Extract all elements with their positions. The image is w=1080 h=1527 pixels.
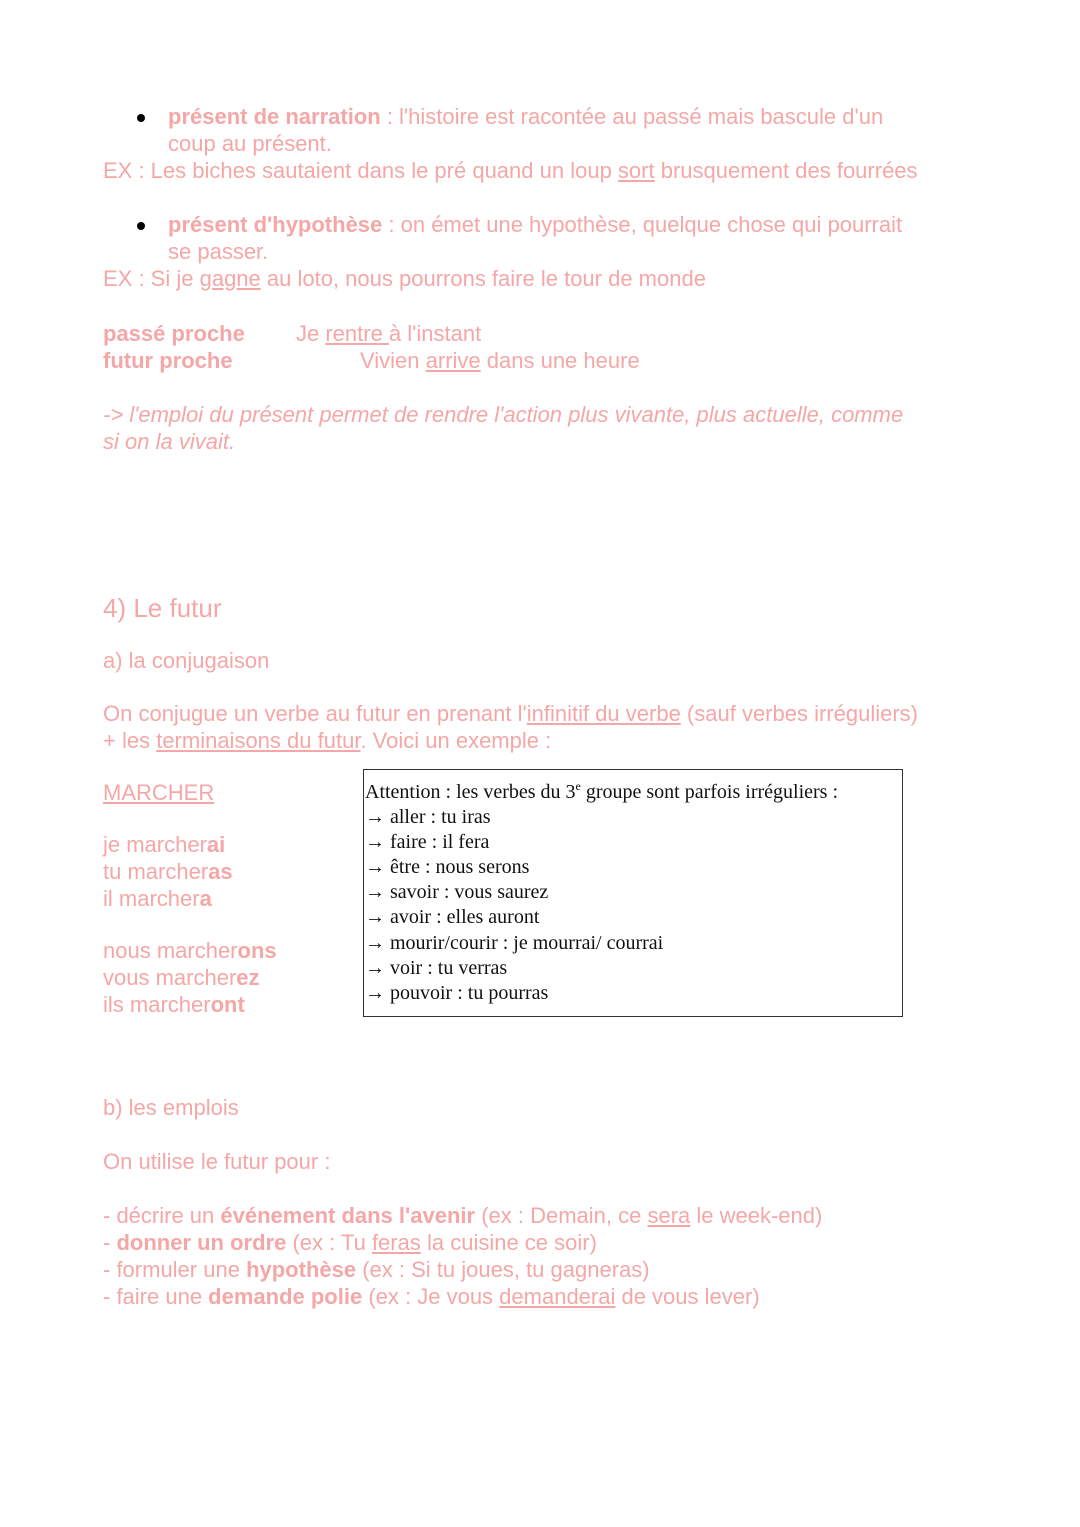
narration-ex-suffix: brusquement des fourrées — [654, 158, 918, 183]
use-mid: (ex : Tu — [286, 1230, 372, 1255]
use-item — [103, 1202, 822, 1229]
box-heading — [365, 780, 902, 805]
uses-intro: On utilise le futur pour : — [103, 1149, 331, 1174]
box-head-part1: Attention : les verbes du 3 — [365, 781, 576, 803]
bullet-icon — [137, 222, 145, 230]
conj-ending: as — [208, 859, 233, 884]
conclusion-line2: si on la vivait. — [103, 429, 236, 454]
box-head-sup: e — [575, 779, 581, 793]
subsection-conjugaison: a) la conjugaison — [103, 648, 270, 673]
conj-stem: il marcher — [103, 886, 200, 911]
conjugation-row — [103, 885, 212, 912]
intro-part4: . Voici un exemple : — [360, 728, 552, 753]
conj-ending: ons — [237, 938, 277, 963]
box-item: → être : nous serons — [365, 856, 530, 879]
section-title-futur: 4) Le futur — [103, 593, 222, 623]
conj-ending: a — [199, 886, 212, 911]
use-underlined: demanderai — [499, 1284, 616, 1309]
narration-ex-prefix: EX : Les biches sautaient dans le pré quand un loup — [103, 158, 618, 183]
futur-proche-ex-suffix: dans une heure — [480, 348, 640, 373]
narration-ex-verb: sort — [617, 158, 655, 183]
conj-stem: ils marcher — [103, 992, 211, 1017]
conj-ending: ont — [210, 992, 245, 1017]
use-bold: hypothèse — [246, 1257, 357, 1282]
hypothese-definition — [168, 211, 902, 238]
futur-proche-label: futur proche — [103, 348, 233, 373]
intro-part3: + les — [103, 728, 157, 753]
intro-part2: (sauf verbes irréguliers) — [680, 701, 918, 726]
use-pre: - formuler une — [103, 1257, 247, 1282]
conj-stem: nous marcher — [103, 938, 238, 963]
passe-proche-ex-prefix: Je — [296, 321, 326, 346]
futur-proche-ex-prefix: Vivien — [360, 348, 426, 373]
hypothese-ex-suffix: au loto, nous pourrons faire le tour de monde — [260, 266, 706, 291]
conj-ending: ai — [206, 832, 226, 857]
use-item — [103, 1283, 760, 1310]
passe-proche-example — [296, 320, 481, 347]
use-bold: donner un ordre — [116, 1230, 287, 1255]
intro-part1: On conjugue un verbe au futur en prenant l' — [103, 701, 527, 726]
verb-title: MARCHER — [103, 780, 215, 805]
conjugation-row — [103, 991, 245, 1018]
use-item — [103, 1229, 597, 1256]
use-mid: (ex : Si tu joues, tu gagneras) — [356, 1257, 650, 1282]
hypothese-def-line1: : on émet une hypothèse, quelque chose qui pourrait — [382, 212, 903, 237]
use-bold: événement dans l'avenir — [220, 1203, 476, 1228]
conjugation-row — [103, 937, 277, 964]
use-pre: - — [103, 1230, 117, 1255]
use-pre: - faire une — [103, 1284, 209, 1309]
passe-proche-ex-verb: rentre — [325, 321, 389, 346]
conjugation-row — [103, 964, 260, 991]
box-item: → mourir/courir : je mourrai/ courrai — [365, 931, 664, 954]
use-post: le week-end) — [690, 1203, 823, 1228]
conj-stem: vous marcher — [103, 965, 237, 990]
hypothese-example — [103, 265, 706, 292]
hypothese-ex-verb: gagne — [199, 266, 261, 291]
conj-stem: je marcher — [103, 832, 207, 857]
use-underlined: feras — [371, 1230, 421, 1255]
use-bold: demande polie — [208, 1284, 363, 1309]
box-head-part2: groupe sont parfois irréguliers : — [580, 781, 839, 803]
use-pre: - décrire un — [103, 1203, 221, 1228]
conj-ending: ez — [236, 965, 260, 990]
intro-infinitif: infinitif du verbe — [526, 701, 681, 726]
futur-intro-line2 — [103, 727, 551, 754]
box-item: → avoir : elles auront — [365, 906, 540, 929]
box-item: → faire : il fera — [365, 831, 490, 854]
use-mid: (ex : Je vous — [362, 1284, 500, 1309]
box-item: → pouvoir : tu pourras — [365, 981, 549, 1004]
use-post: de vous lever) — [615, 1284, 760, 1309]
narration-term: présent de narration — [168, 104, 381, 129]
futur-intro-line1 — [103, 700, 918, 727]
hypothese-def-line2: se passer. — [168, 239, 269, 264]
passe-proche-label: passé proche — [103, 321, 245, 346]
conjugation-row — [103, 831, 225, 858]
use-mid: (ex : Demain, ce — [475, 1203, 648, 1228]
box-item: → voir : tu verras — [365, 956, 508, 979]
intro-terminaisons: terminaisons du futur — [156, 728, 361, 753]
subsection-emplois: b) les emplois — [103, 1095, 239, 1120]
conj-stem: tu marcher — [103, 859, 209, 884]
narration-example — [103, 157, 918, 184]
box-item: → aller : tu iras — [365, 806, 491, 829]
narration-def-line2: coup au présent. — [168, 131, 332, 156]
passe-proche-ex-suffix: à l'instant — [388, 321, 482, 346]
hypothese-term: présent d'hypothèse — [168, 212, 383, 237]
use-item — [103, 1256, 650, 1283]
use-underlined: sera — [647, 1203, 691, 1228]
conjugation-row — [103, 858, 233, 885]
futur-proche-ex-verb: arrive — [425, 348, 481, 373]
narration-def-line1: : l'histoire est racontée au passé mais bascule d'un — [380, 104, 884, 129]
irregular-verbs-box — [363, 769, 903, 1017]
box-item: → savoir : vous saurez — [365, 881, 549, 904]
narration-definition — [168, 103, 883, 130]
hypothese-ex-prefix: EX : Si je — [103, 266, 200, 291]
conclusion-line1: -> l'emploi du présent permet de rendre l'action plus vivante, plus actuelle, comme — [103, 402, 904, 427]
futur-proche-example — [360, 347, 640, 374]
use-post: la cuisine ce soir) — [420, 1230, 597, 1255]
bullet-icon — [137, 114, 145, 122]
